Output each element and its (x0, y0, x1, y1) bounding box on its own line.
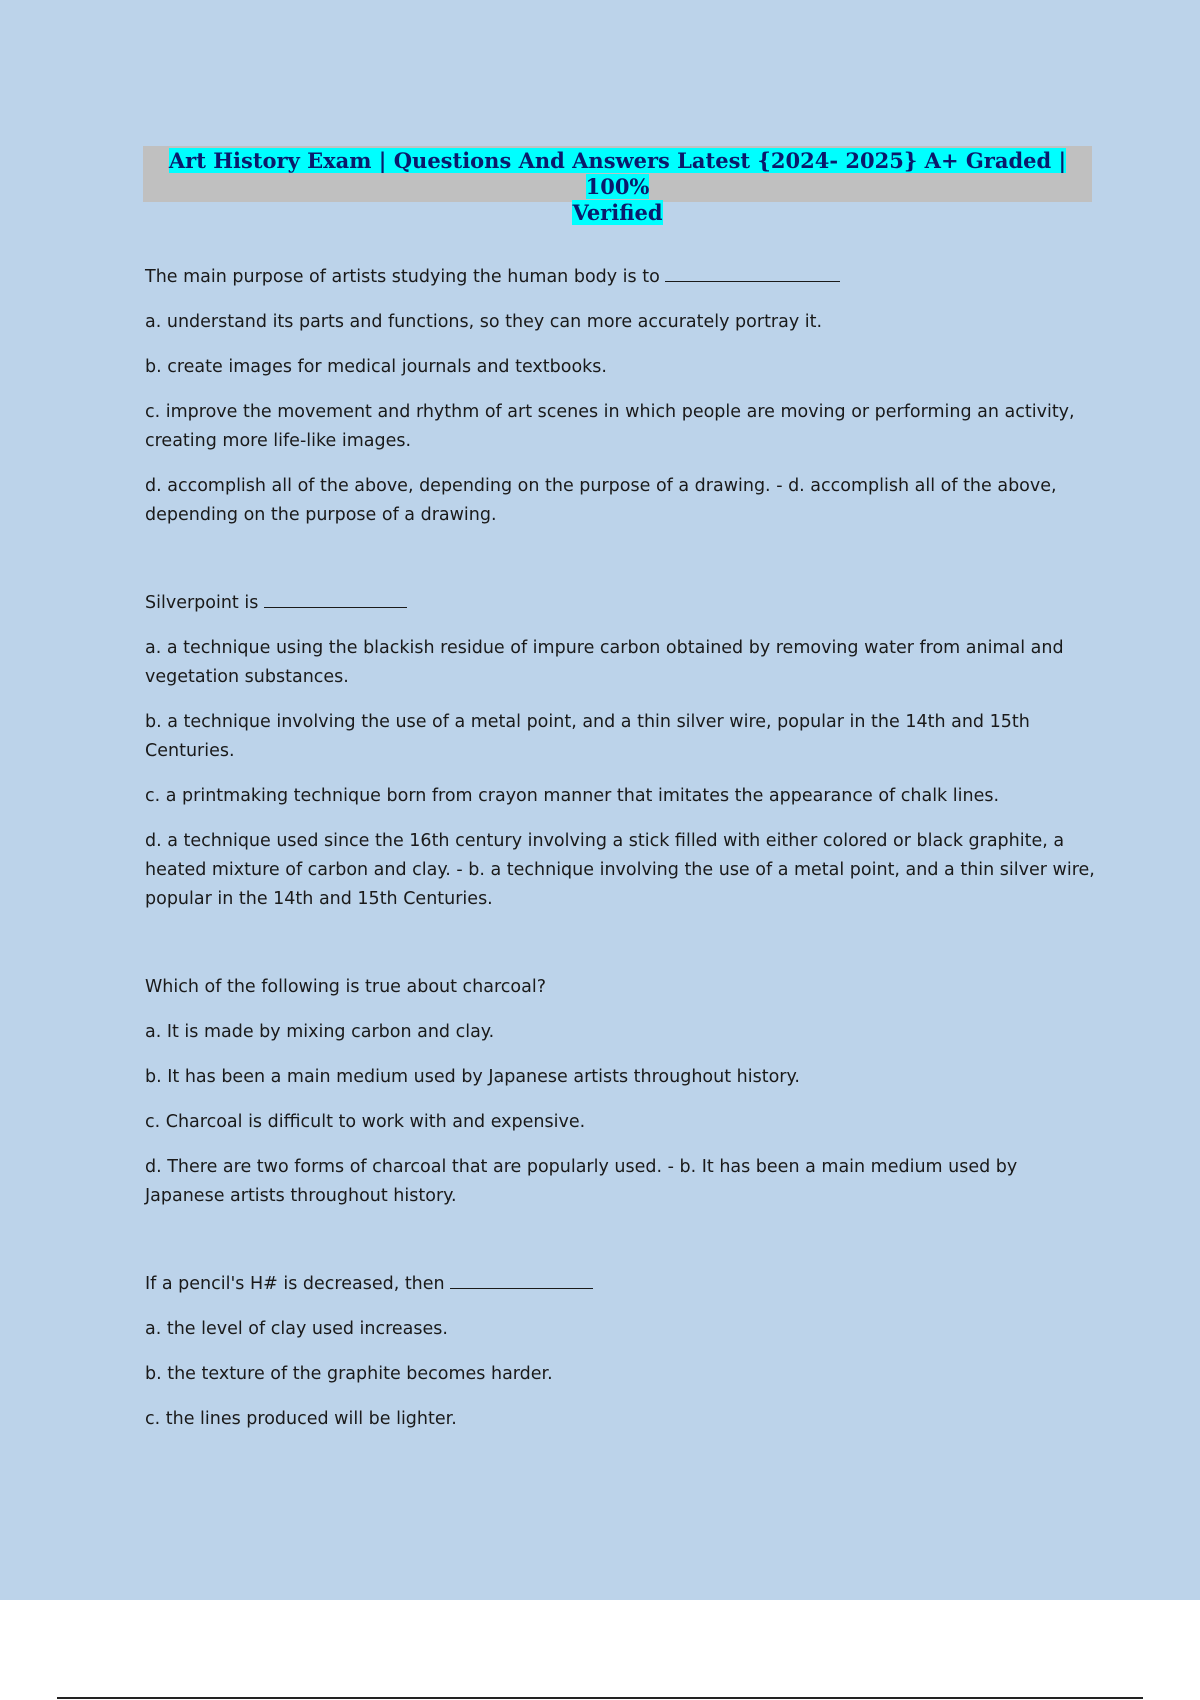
footer-divider (57, 1697, 1143, 1699)
answer-option: a. understand its parts and functions, so they can more accurately portray it. (145, 312, 823, 332)
answer-option: c. improve the movement and rhythm of art scenes in which people are moving or performing an activity, creating more life-like images. (145, 402, 1075, 451)
answer-option: b. a technique involving the use of a metal point, and a thin silver wire, popular in the 14th and 15th Centuries. (145, 712, 1030, 761)
question-list (145, 263, 1095, 1493)
answer-option: a. a technique using the blackish residue of impure carbon obtained by removing water from animal and vegetation substances. (145, 638, 1064, 687)
answer-option: b. create images for medical journals and textbooks. (145, 357, 607, 377)
answer-blank (665, 263, 840, 282)
document-title (143, 146, 1092, 225)
answer-option: b. the texture of the graphite becomes harder. (145, 1364, 553, 1384)
answer-blank (450, 1270, 593, 1289)
answer-option: c. a printmaking technique born from crayon manner that imitates the appearance of chalk lines. (145, 786, 1000, 806)
question-stem-text: If a pencil's H# is decreased, then (145, 1274, 445, 1294)
answer-option: c. the lines produced will be lighter. (145, 1409, 457, 1429)
answer-option: b. It has been a main medium used by Japanese artists throughout history. (145, 1067, 800, 1087)
question-block (145, 263, 1095, 530)
answer-option: c. Charcoal is difficult to work with and expensive. (145, 1112, 586, 1132)
question-stem-text: The main purpose of artists studying the human body is to (145, 267, 660, 287)
question-stem (145, 973, 1095, 1002)
question-stem (145, 589, 1095, 618)
title-line-2: Verified (572, 200, 663, 225)
answer-option: d. accomplish all of the above, depending on the purpose of a drawing. - d. accomplish all of the above, depending on the purpose of a drawing. (145, 476, 1057, 525)
answer-option: a. the level of clay used increases. (145, 1319, 448, 1339)
answer-blank (264, 589, 407, 608)
question-stem (145, 263, 1095, 292)
answer-option: d. a technique used since the 16th century involving a stick filled with either colored or black graphite, a heated mixture of carbon and clay. - b. a technique involving the use of a metal point, and a thin silver wire, popular in the 14th and 15th Centuries. (145, 831, 1095, 909)
answer-option: d. There are two forms of charcoal that are popularly used. - b. It has been a main medium used by Japanese artists throughout history. (145, 1157, 1018, 1206)
title-line-1: Art History Exam | Questions And Answers Latest {2024- 2025} A+ Graded | 100% (168, 148, 1067, 199)
question-stem-text: Which of the following is true about charcoal? (145, 977, 547, 997)
question-block (145, 589, 1095, 914)
question-block (145, 1270, 1095, 1434)
question-stem-text: Silverpoint is (145, 593, 259, 613)
question-block (145, 973, 1095, 1211)
answer-option: a. It is made by mixing carbon and clay. (145, 1022, 495, 1042)
question-stem (145, 1270, 1095, 1299)
